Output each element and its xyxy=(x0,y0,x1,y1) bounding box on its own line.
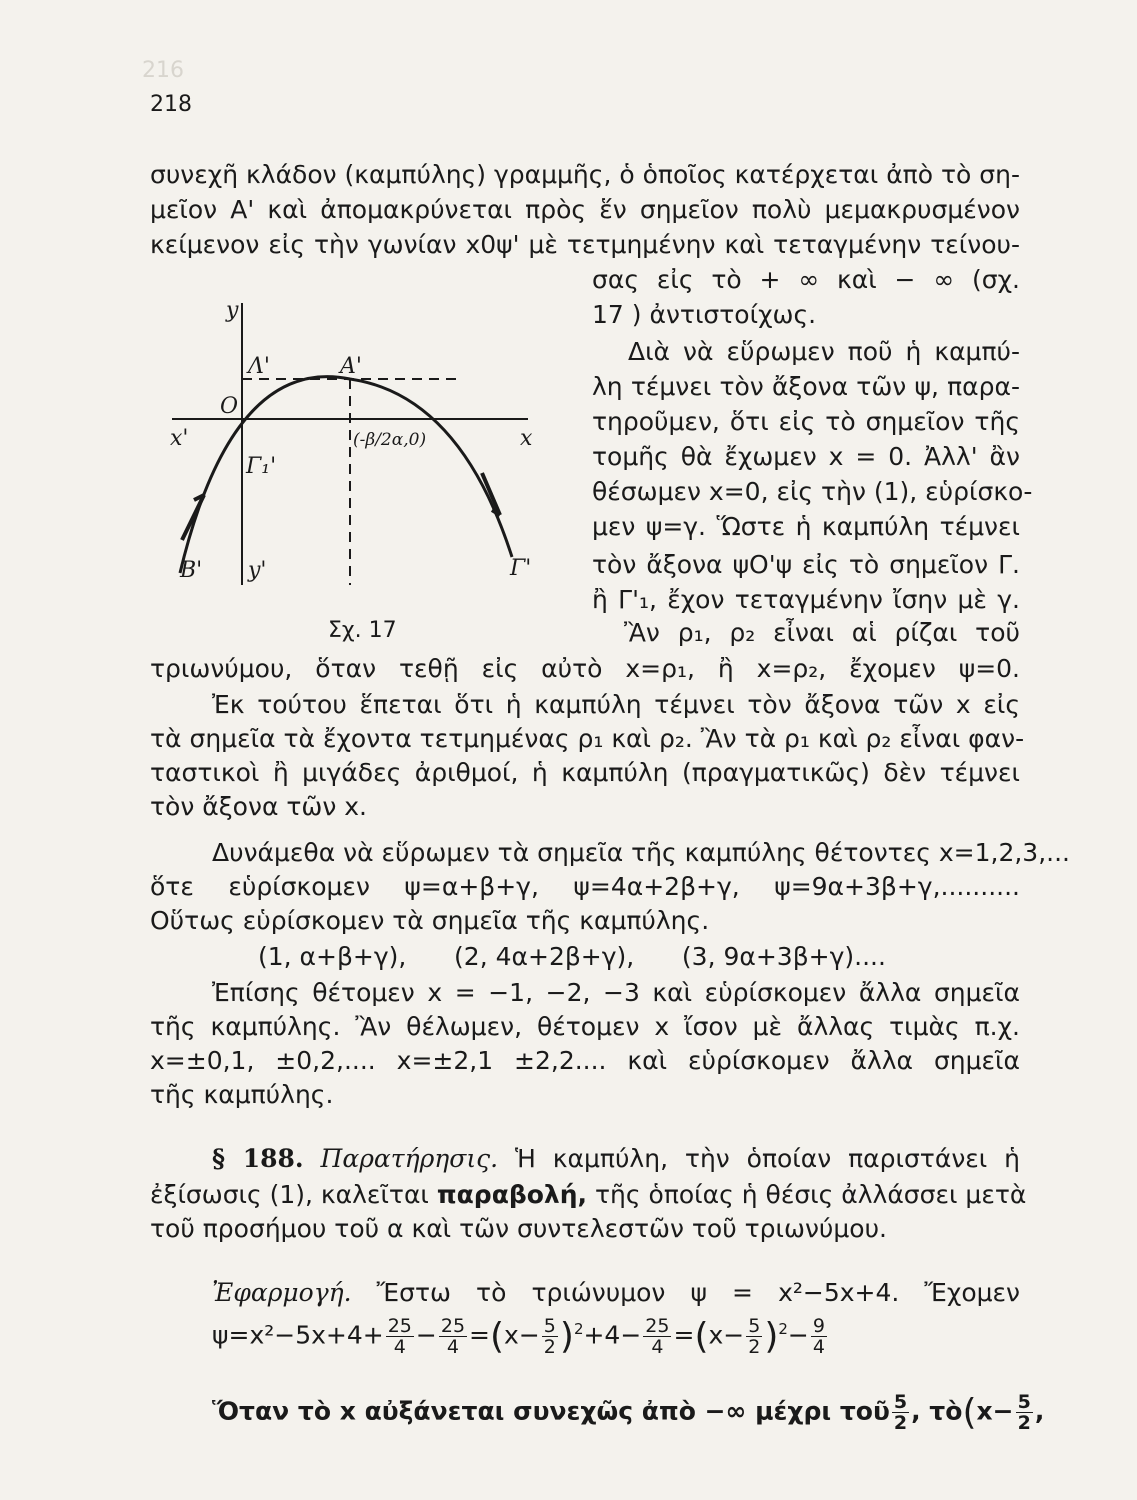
side-line-10: ἢ Γ'₁, ἔχον τεταγμένην ἴσην μὲ γ. xyxy=(592,585,1020,614)
square: 2 xyxy=(573,1320,584,1339)
page-number: 218 xyxy=(150,92,192,117)
body-line-3: τὰ σημεῖα τὰ ἔχοντα τετμημένας ρ₁ καὶ ρ₂. Ἂν τὰ ρ₁ καὶ ρ₂ εἶναι φαν- xyxy=(150,724,1025,753)
frac-25-4-a xyxy=(386,1316,414,1357)
section-line2-b: τῆς ὁποίας ἡ θέσις ἀλλάσσει μετὰ xyxy=(587,1180,1027,1209)
section-line1-rest: Ἡ καμπύλη, τὴν ὁποίαν παριστάνει ἡ xyxy=(515,1144,1021,1173)
frac-den: 2 xyxy=(1017,1412,1031,1434)
body-line-13: τῆς καμπύλης. xyxy=(150,1080,334,1109)
frac-den: 2 xyxy=(543,1336,556,1358)
x-minus: x− xyxy=(976,1396,1014,1426)
side-line-3: Διὰ νὰ εὕρωμεν ποῦ ἡ καμπύ- xyxy=(628,337,1020,366)
section-188-line-2 xyxy=(150,1178,1027,1212)
body-line-10: Ἐπίσης θέτομεν x = −1, −2, −3 καὶ εὑρίσκομεν ἄλλα σημεῖα xyxy=(212,978,1020,1007)
section-number: § 188. xyxy=(212,1144,304,1173)
frac-den: 2 xyxy=(748,1336,761,1358)
application-line1-rest: Ἔστω τὸ τριώνυμον ψ = x²−5x+4. Ἔχομεν xyxy=(376,1278,1021,1307)
frac-num: 5 xyxy=(543,1315,556,1337)
label-origin: O xyxy=(220,394,239,419)
arrow-down-right xyxy=(482,473,500,515)
frac-den: 4 xyxy=(393,1336,406,1358)
side-line-6: τομῆς θὰ ἔχωμεν x = 0. Ἀλλ' ἂν xyxy=(592,442,1020,471)
label-vertex-coords: (-β/2α,0) xyxy=(353,430,427,450)
application-line-1 xyxy=(212,1276,1020,1310)
frac-num: 5 xyxy=(1017,1391,1031,1413)
intro-line-3: κείμενον εἰς τὴν γωνίαν x0ψ' μὲ τετμημένην καὶ τεταγμένην τείνου- xyxy=(150,230,1020,259)
last-line-comma: , xyxy=(1034,1396,1045,1426)
completing-square-equation xyxy=(212,1316,829,1357)
body-line-8: Οὕτως εὑρίσκομεν τὰ σημεῖα τῆς καμπύλης. xyxy=(150,906,710,935)
parabola-term: παραβολή, xyxy=(436,1180,588,1209)
side-line-8: μεν ψ=γ. Ὥστε ἡ καμπύλη τέμνει xyxy=(592,512,1020,541)
frac-num: 25 xyxy=(387,1315,412,1337)
frac-den: 4 xyxy=(446,1336,459,1358)
figure-parabola xyxy=(160,295,580,625)
plus-four-minus: +4− xyxy=(583,1320,642,1350)
label-y-prime: y' xyxy=(248,558,267,583)
intro-line-2: μεῖον Α' καὶ ἀπομακρύνεται πρὸς ἕν σημεῖον πολὺ μεμακρυσμένον xyxy=(150,195,1020,224)
label-y: y xyxy=(226,298,239,323)
last-line-to: , τὸ xyxy=(911,1396,963,1426)
figure-caption: Σχ. 17 xyxy=(328,618,397,643)
label-b-prime: B' xyxy=(180,558,203,583)
side-line-1: σας εἰς τὸ + ∞ καὶ − ∞ (σχ. xyxy=(592,265,1020,294)
body-line-12: x=±0,1, ±0,2,.... x=±2,1 ±2,2.... καὶ εὑρίσκομεν ἄλλα σημεῖα xyxy=(150,1046,1020,1075)
eq-lhs: ψ=x²−5x+4+ xyxy=(212,1320,384,1350)
label-x: x xyxy=(520,426,533,451)
side-line-7: θέσωμεν x=0, εἰς τὴν (1), εὑρίσκο- xyxy=(592,477,1033,506)
body-line-4: ταστικοὶ ἢ μιγάδες ἀριθμοί, ἡ καμπύλη (πραγματικῶς) δὲν τέμνει xyxy=(150,758,1020,787)
frac-den: 4 xyxy=(812,1336,825,1358)
equals: = xyxy=(673,1320,695,1350)
paren-open: ( xyxy=(490,1316,505,1357)
body-line-2: Ἐκ τούτου ἕπεται ὅτι ἡ καμπύλη τέμνει τὸν ἄξονα τῶν x εἰς xyxy=(212,690,1020,719)
frac-5-2-d xyxy=(1016,1392,1033,1433)
intro-line-1: συνεχῆ κλάδον (καμπύλης) γραμμῆς, ὁ ὁποῖος κατέρχεται ἀπὸ τὸ ση- xyxy=(150,160,1020,189)
frac-den: 4 xyxy=(651,1336,664,1358)
x-minus: x− xyxy=(504,1320,540,1350)
side-line-2: 17 ) ἀντιστοίχως. xyxy=(592,300,817,329)
side-line-9: τὸν ἄξονα ψΟ'ψ εἰς τὸ σημεῖον Γ. xyxy=(592,550,1020,579)
frac-5-2-a xyxy=(542,1316,558,1357)
body-line-7: ὅτε εὑρίσκομεν ψ=α+β+γ, ψ=4α+2β+γ, ψ=9α+3β+γ,.......... xyxy=(150,872,1020,901)
label-lambda-prime: Λ' xyxy=(248,354,270,379)
section-188-line-1 xyxy=(212,1142,1020,1176)
x-minus: x− xyxy=(708,1320,745,1350)
body-line-11: τῆς καμπύλης. Ἂν θέλωμεν, θέτομεν x ἴσον μὲ ἄλλας τιμὰς π.χ. xyxy=(150,1012,1020,1041)
section-188-line-3: τοῦ προσήμου τοῦ α καὶ τῶν συντελεστῶν τοῦ τριωνύμου. xyxy=(150,1214,887,1243)
last-line-text: Ὅταν τὸ x αὐξάνεται συνεχῶς ἀπὸ −∞ μέχρι τοῦ xyxy=(212,1396,890,1426)
label-a-prime: A' xyxy=(340,354,362,379)
section-line2-a: ἐξίσωσις (1), καλεῖται xyxy=(150,1180,437,1209)
application-last-line xyxy=(212,1392,1044,1433)
frac-5-2-b xyxy=(746,1316,762,1357)
minus: − xyxy=(415,1320,437,1350)
side-line-11: Ἂν ρ₁, ρ₂ εἶναι αἱ ρίζαι τοῦ xyxy=(624,618,1020,647)
frac-num: 5 xyxy=(893,1391,908,1413)
paren-close: ) xyxy=(764,1316,779,1357)
body-line-5: τὸν ἄξονα τῶν x. xyxy=(150,792,368,821)
frac-num: 9 xyxy=(812,1315,825,1337)
label-gamma-prime: Γ' xyxy=(510,556,532,581)
side-line-5: τηροῦμεν, ὅτι εἰς τὸ σημεῖον τῆς xyxy=(592,407,1020,436)
frac-5-2-c xyxy=(892,1392,909,1433)
bleed-through-page-number: 216 xyxy=(142,58,184,83)
minus: − xyxy=(787,1320,809,1350)
frac-den: 2 xyxy=(893,1412,908,1434)
frac-9-4 xyxy=(811,1316,827,1357)
equals: = xyxy=(469,1320,490,1350)
frac-25-4-c xyxy=(643,1316,671,1357)
frac-num: 25 xyxy=(645,1315,670,1337)
frac-25-4-b xyxy=(439,1316,467,1357)
body-line-1: τριωνύμου, ὅταν τεθῇ εἰς αὐτὸ x=ρ₁, ἢ x=ρ₂, ἔχομεν ψ=0. xyxy=(150,654,1020,683)
arrow-up-left xyxy=(182,495,204,540)
section-title: Παρατήρησις. xyxy=(320,1144,499,1173)
application-title: Ἐφαρμογή. xyxy=(212,1278,352,1307)
side-line-4: λη τέμνει τὸν ἄξονα τῶν ψ, παρα- xyxy=(592,372,1020,401)
square: 2 xyxy=(778,1320,788,1339)
label-x-prime: x' xyxy=(170,426,189,451)
paren-open: ( xyxy=(694,1316,709,1357)
paren-close: ) xyxy=(559,1316,574,1357)
frac-num: 25 xyxy=(440,1315,466,1337)
points-line: (1, α+β+γ), (2, 4α+2β+γ), (3, 9α+3β+γ).... xyxy=(258,942,886,971)
label-gamma1-prime: Γ₁' xyxy=(246,454,277,479)
paren-open: ( xyxy=(962,1392,977,1433)
frac-num: 5 xyxy=(748,1315,761,1337)
body-line-6: Δυνάμεθα νὰ εὕρωμεν τὰ σημεῖα τῆς καμπύλης θέτοντες x=1,2,3,... xyxy=(212,838,1070,867)
